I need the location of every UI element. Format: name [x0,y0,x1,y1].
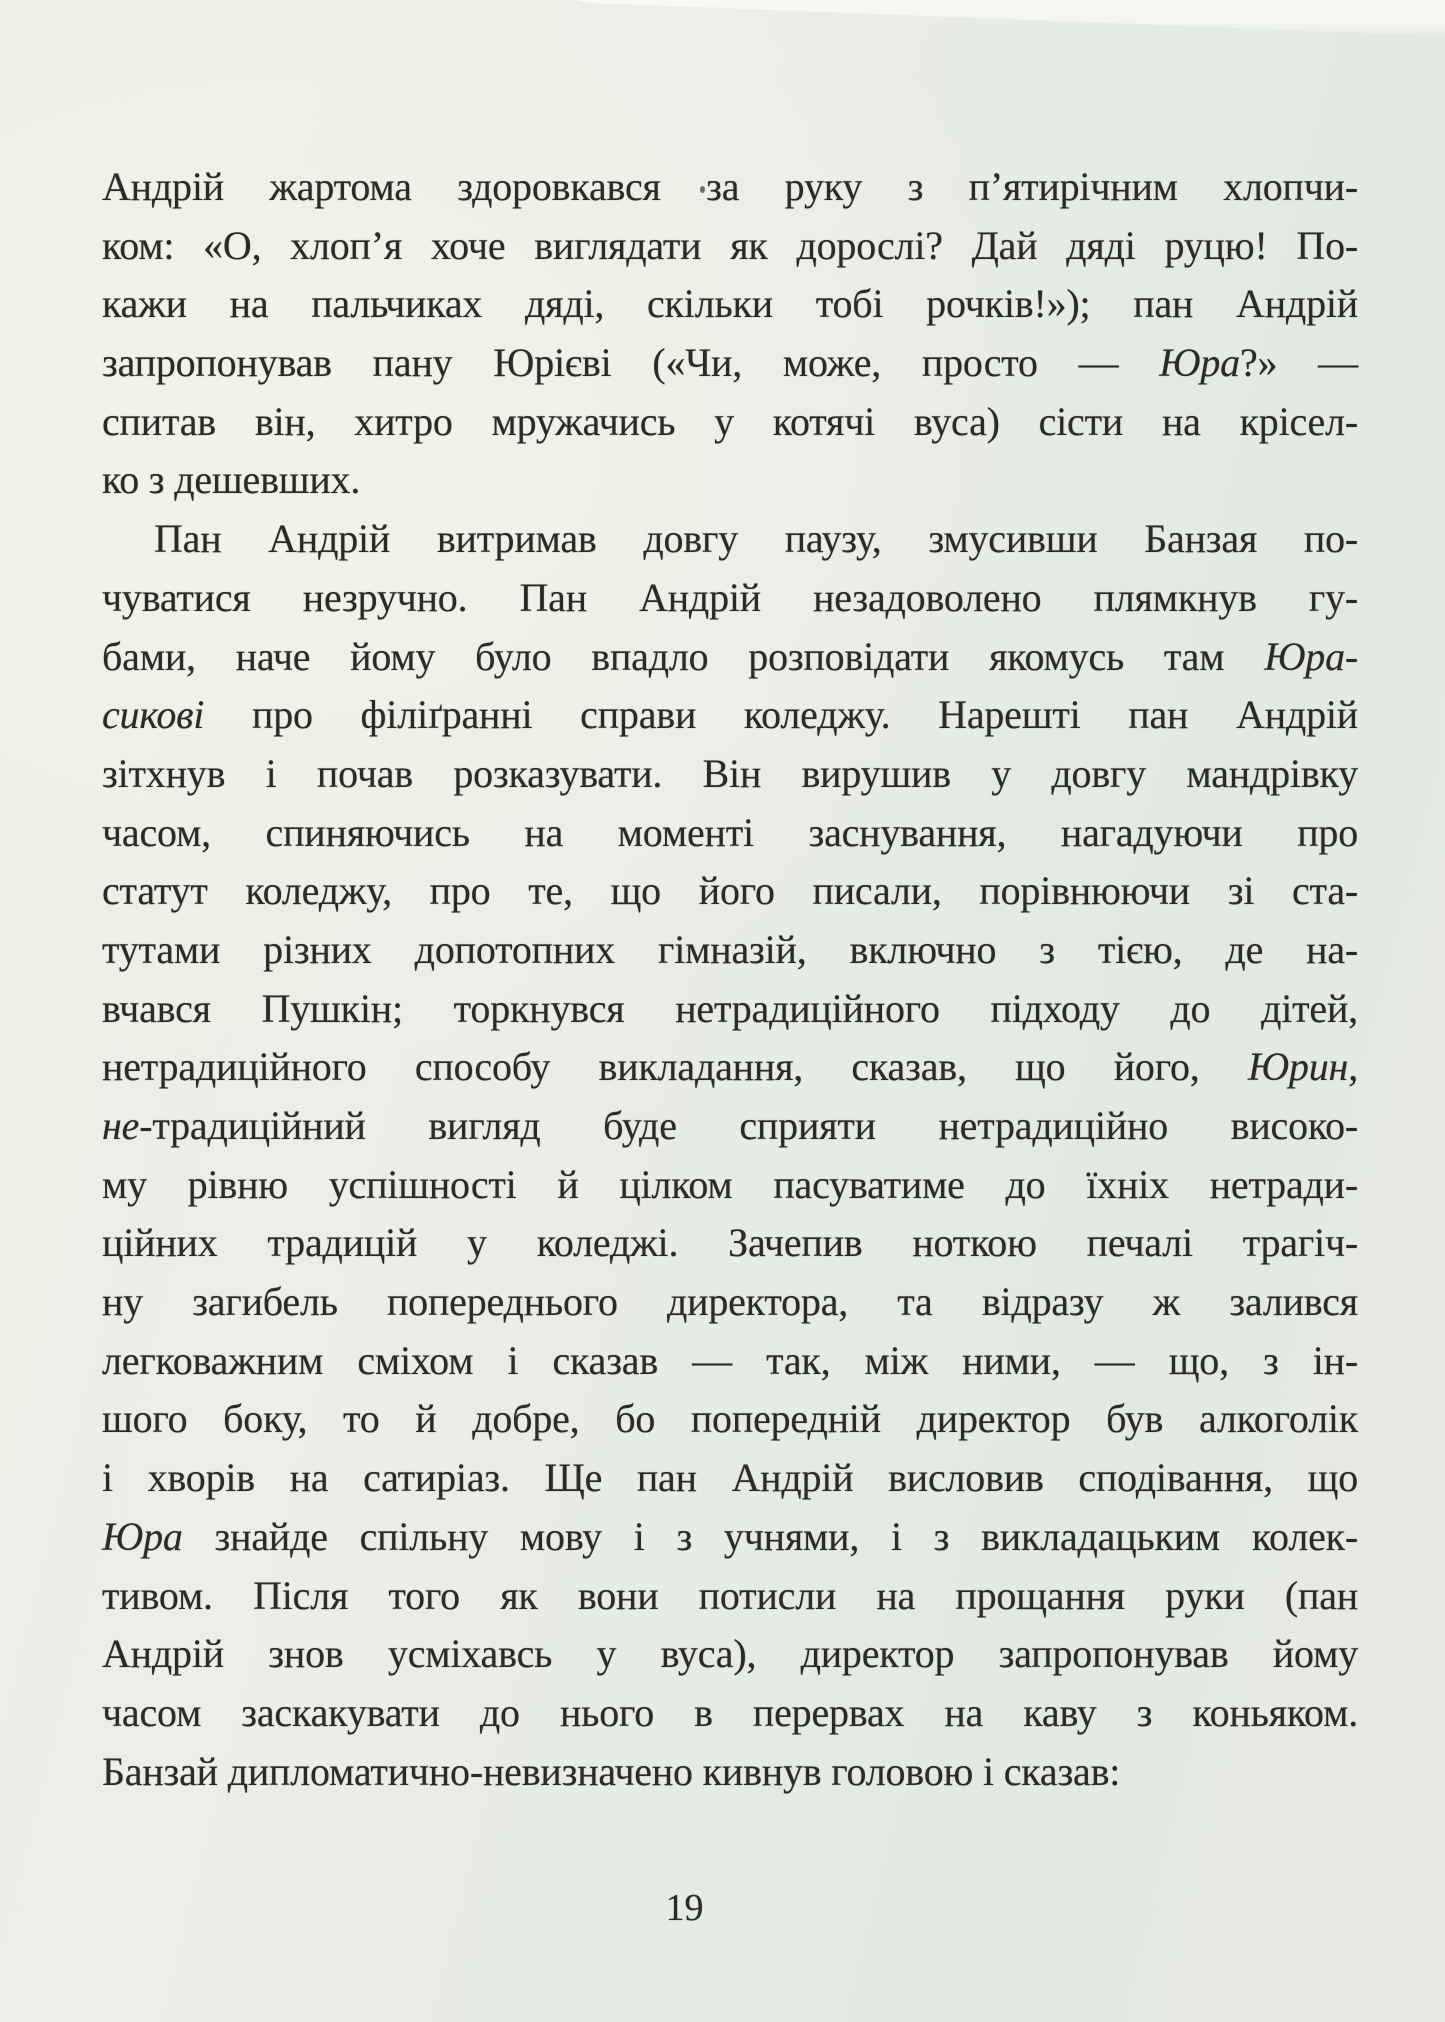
italic-text-segment: Юра [1159,340,1240,386]
text-segment: і хворів на сатиріаз. Ще пан Андрій висловив сподівання, що [102,1455,1358,1501]
text-line [102,1390,1358,1449]
text-segment: кажи на пальчиках дяді, скільки тобі рочків!»); пан Андрій [102,281,1358,327]
text-segment: ко з дешевших. [102,457,361,503]
text-segment: тутами різних допотопних гімназій, включно з тією, де на- [102,926,1358,972]
text-segment: нетрадиційного способу викладання, сказав, що його, [102,1044,1248,1090]
text-line [102,686,1358,745]
text-line [102,569,1358,628]
text-line [102,1273,1358,1332]
text-line [102,158,1358,217]
text-line [102,1567,1358,1626]
text-segment: часом заскакувати до нього в перервах на каву з коньяком. [102,1689,1358,1735]
text-segment: зітхнув і почав розказувати. Він вирушив у довгу мандрівку [102,750,1358,796]
text-line [102,862,1358,921]
text-segment: про філіґранні справи коледжу. Нарешті пан Андрій [204,692,1358,738]
text-segment: чуватися незручно. Пан Андрій незадоволено плямкнув гу- [102,574,1358,620]
text-segment: спитав він, хитро мружачись у котячі вуса) сісти на крісел- [102,398,1358,444]
text-line [102,1156,1358,1215]
italic-text-segment: Юра- [1264,633,1358,679]
text-segment: статут коледжу, про те, що його писали, порівнюючи зі ста- [102,868,1358,914]
italic-text-segment: Юра [102,1513,183,1559]
text-line [102,1332,1358,1391]
text-line [102,1214,1358,1273]
text-segment: легковажним сміхом і сказав — так, між ними, — що, з ін- [102,1337,1358,1383]
text-segment: часом, спиняючись на моменті заснування, нагадуючи про [102,809,1358,855]
text-line [102,921,1358,980]
page-number: 19 [665,1887,704,1929]
italic-text-segment: сикові [102,692,205,738]
text-segment: тивом. Після того як вони потисли на прощання руки (пан [102,1572,1358,1618]
text-segment: му рівню успішності й цілком пасуватиме до їхніх нетради- [102,1161,1358,1207]
text-line [102,217,1358,276]
text-segment: вчався Пушкін; торкнувся нетрадиційного підходу до дітей, [102,985,1358,1031]
text-segment: Андрій знов усміхавсь у вуса), директор запропонував йому [102,1631,1358,1677]
text-segment: шого боку, то й добре, бо попередній директор був алкоголік [102,1396,1358,1442]
text-segment: -традиційний вигляд буде сприяти нетрадиційно високо- [139,1103,1358,1148]
text-line [102,1449,1358,1508]
text-segment: , [1348,1044,1358,1090]
text-line [102,980,1358,1039]
text-segment: ком: «О, хлоп’я хоче виглядати як дорослі? Дай дяді руцю! По- [102,222,1358,268]
text-segment: Банзай дипломатично-невизначено кивнув головою і сказав: [102,1748,1121,1794]
text-line [102,451,1358,510]
text-segment: запропонував пану Юрієві («Чи, може, просто — [102,340,1160,386]
text-segment: Андрій жартома здоровкався за руку з п’ятирічним хлопчи- [102,164,1358,209]
text-segment: ційних традицій у коледжі. Зачепив ноткою печалі трагіч- [102,1220,1358,1266]
text-segment: бами, наче йому було впадло розповідати якомусь там [102,633,1265,679]
text-line [102,1508,1358,1567]
text-line [102,510,1358,569]
italic-text-segment: Юрин [1247,1044,1349,1090]
text-line [102,1743,1358,1802]
text-segment: ?» — [1239,340,1358,386]
text-line [102,393,1358,452]
text-block [102,158,1358,1801]
text-segment: Пан Андрій витримав довгу паузу, змусивши Банзая по- [154,516,1358,562]
text-line [102,628,1358,687]
text-segment: знайде спільну мову і з учнями, і з викладацьким колек- [182,1513,1358,1559]
text-line [102,1684,1358,1743]
text-line [102,745,1358,804]
page-edge-highlight [575,0,1445,36]
italic-text-segment: не [102,1103,140,1148]
text-segment: ну загибель попереднього директора, та відразу ж залився [102,1279,1358,1325]
text-line [102,275,1358,334]
text-line [102,1097,1358,1156]
text-line [102,1625,1358,1684]
text-line [102,804,1358,863]
text-line [102,334,1358,393]
text-line [102,1038,1358,1097]
